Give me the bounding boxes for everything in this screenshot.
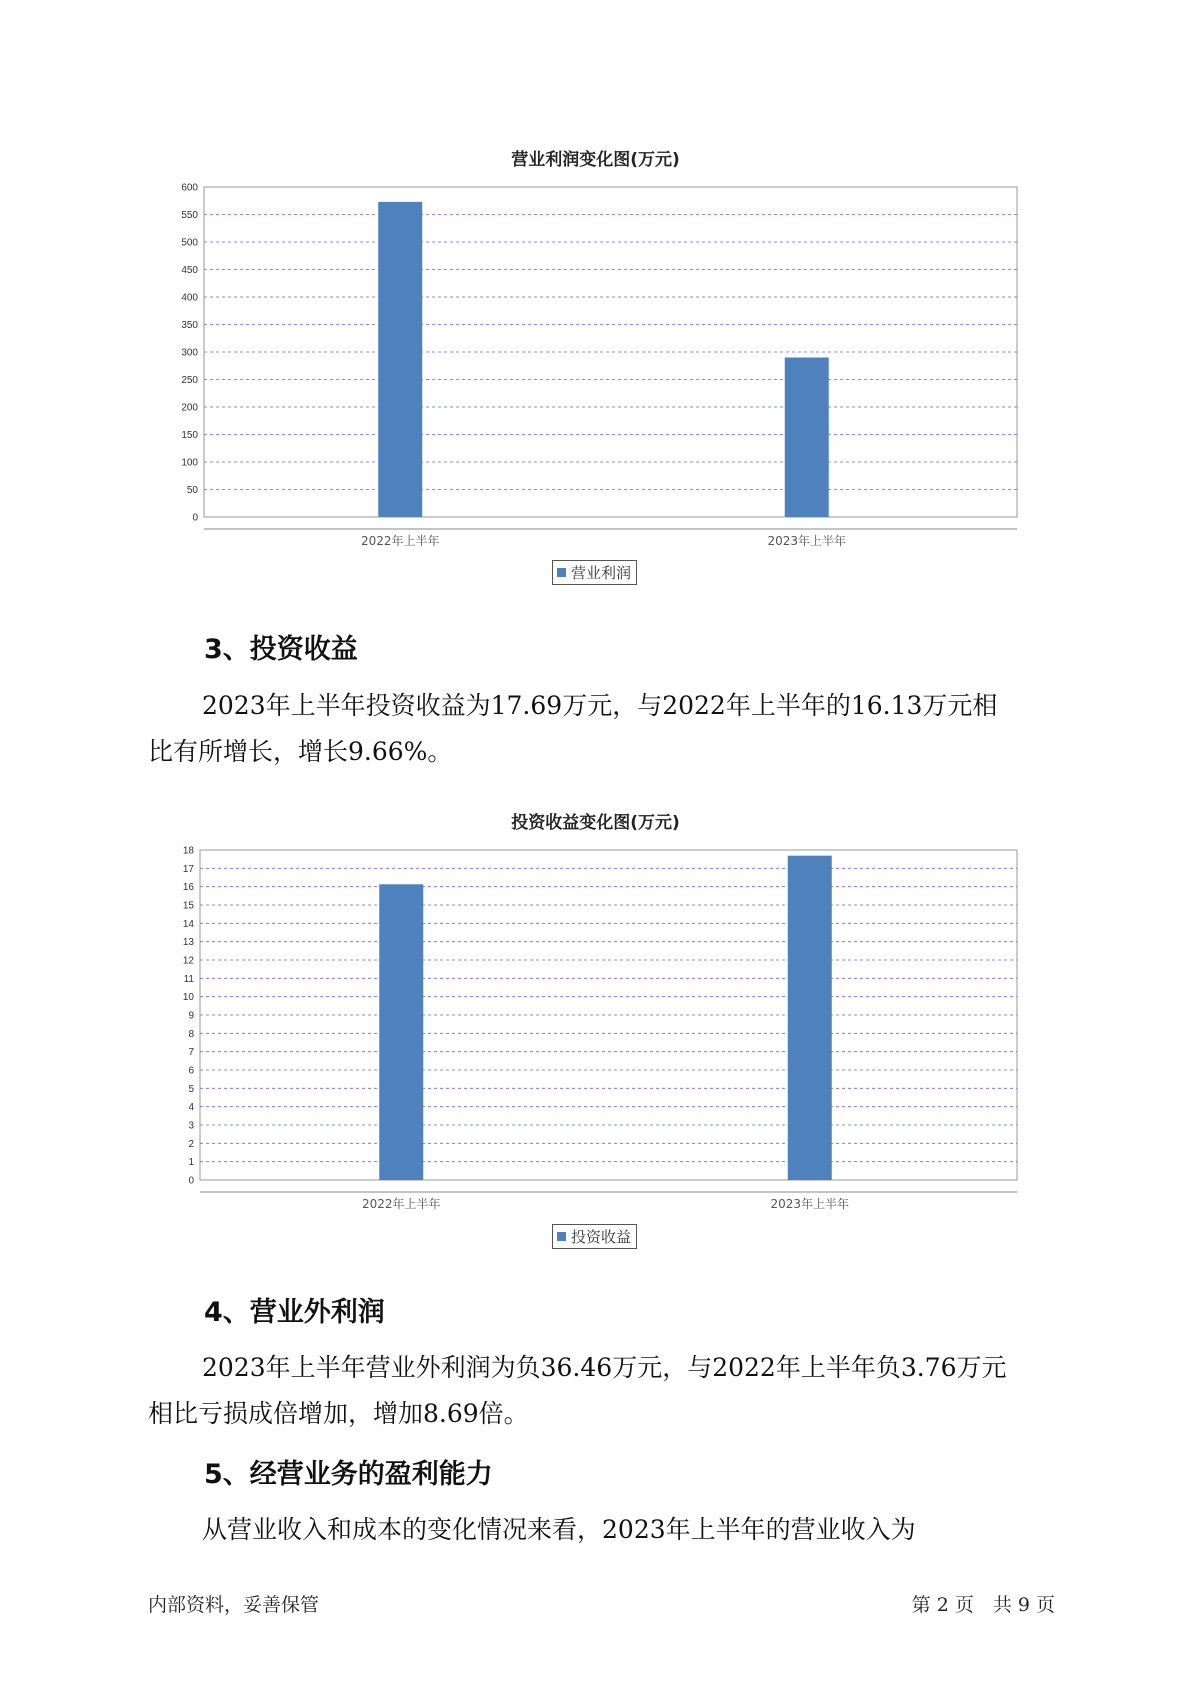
y-tick-label: 11 — [183, 973, 194, 985]
chart1-legend-label: 营业利润 — [571, 564, 632, 582]
y-tick-label: 5 — [188, 1083, 194, 1095]
x-category-label: 2023年上半年 — [770, 1197, 850, 1211]
x-category-label: 2022年上半年 — [360, 534, 440, 548]
y-tick-label: 15 — [182, 900, 194, 912]
y-tick-label: 450 — [181, 265, 198, 276]
y-tick-label: 12 — [182, 955, 194, 967]
footer-confidential-note: 内部资料，妥善保管 — [148, 1594, 320, 1616]
bar-2 — [788, 856, 832, 1180]
section5-paragraph — [148, 1507, 1068, 1553]
y-tick-label: 14 — [182, 918, 194, 930]
section3-line1: 2023年上半年投资收益为17.69万元，与2022年上半年的16.13万元相 — [202, 691, 998, 720]
y-tick-label: 550 — [181, 210, 198, 221]
y-tick-label: 200 — [181, 402, 198, 414]
y-tick-label: 350 — [181, 320, 198, 331]
y-tick-label: 0 — [188, 1175, 194, 1187]
x-category-label: 2022年上半年 — [361, 1197, 441, 1211]
bar-1 — [379, 884, 423, 1180]
y-tick-label: 4 — [188, 1102, 194, 1114]
section4-heading: 4、营业外利润 — [204, 1297, 385, 1328]
section4-line2: 相比亏损成倍增加，增加8.69倍。 — [148, 1399, 529, 1428]
y-tick-label: 8 — [188, 1028, 194, 1040]
x-category-label: 2023年上半年 — [767, 534, 847, 548]
y-tick-label: 50 — [186, 485, 198, 496]
section3-line2: 比有所增长，增长9.66%。 — [148, 737, 453, 766]
section3-heading: 3、投资收益 — [204, 634, 358, 665]
y-tick-label: 100 — [181, 457, 198, 469]
chart2-legend — [552, 1224, 637, 1249]
section5-line1: 从营业收入和成本的变化情况来看，2023年上半年的营业收入为 — [202, 1515, 916, 1544]
y-tick-label: 600 — [181, 182, 198, 194]
y-tick-label: 300 — [181, 347, 198, 359]
y-tick-label: 0 — [192, 512, 198, 524]
chart1-title: 营业利润变化图(万元) — [511, 150, 680, 170]
y-tick-label: 3 — [188, 1120, 194, 1132]
y-tick-label: 400 — [181, 292, 198, 304]
y-tick-label: 18 — [182, 845, 194, 857]
section4-paragraph — [148, 1345, 1068, 1437]
section4-line1: 2023年上半年营业外利润为负36.46万元，与2022年上半年负3.76万元 — [202, 1353, 1007, 1382]
y-tick-label: 10 — [182, 992, 194, 1004]
y-tick-label: 250 — [181, 375, 198, 386]
y-tick-label: 150 — [181, 430, 198, 441]
y-tick-label: 17 — [182, 863, 194, 875]
y-tick-label: 500 — [181, 237, 198, 249]
footer-page-number: 第 2 页 共 9 页 — [911, 1594, 1055, 1616]
chart2-legend-label: 投资收益 — [571, 1228, 632, 1246]
y-tick-label: 9 — [188, 1010, 194, 1022]
y-tick-label: 1 — [188, 1157, 194, 1169]
y-tick-label: 7 — [188, 1047, 194, 1059]
y-tick-label: 13 — [182, 937, 194, 949]
y-tick-label: 2 — [188, 1138, 194, 1150]
legend-swatch — [557, 1232, 566, 1241]
y-tick-label: 6 — [188, 1065, 194, 1077]
section5-heading: 5、经营业务的盈利能力 — [204, 1459, 493, 1490]
y-tick-label: 16 — [182, 882, 194, 894]
chart2-title: 投资收益变化图(万元) — [511, 813, 680, 833]
